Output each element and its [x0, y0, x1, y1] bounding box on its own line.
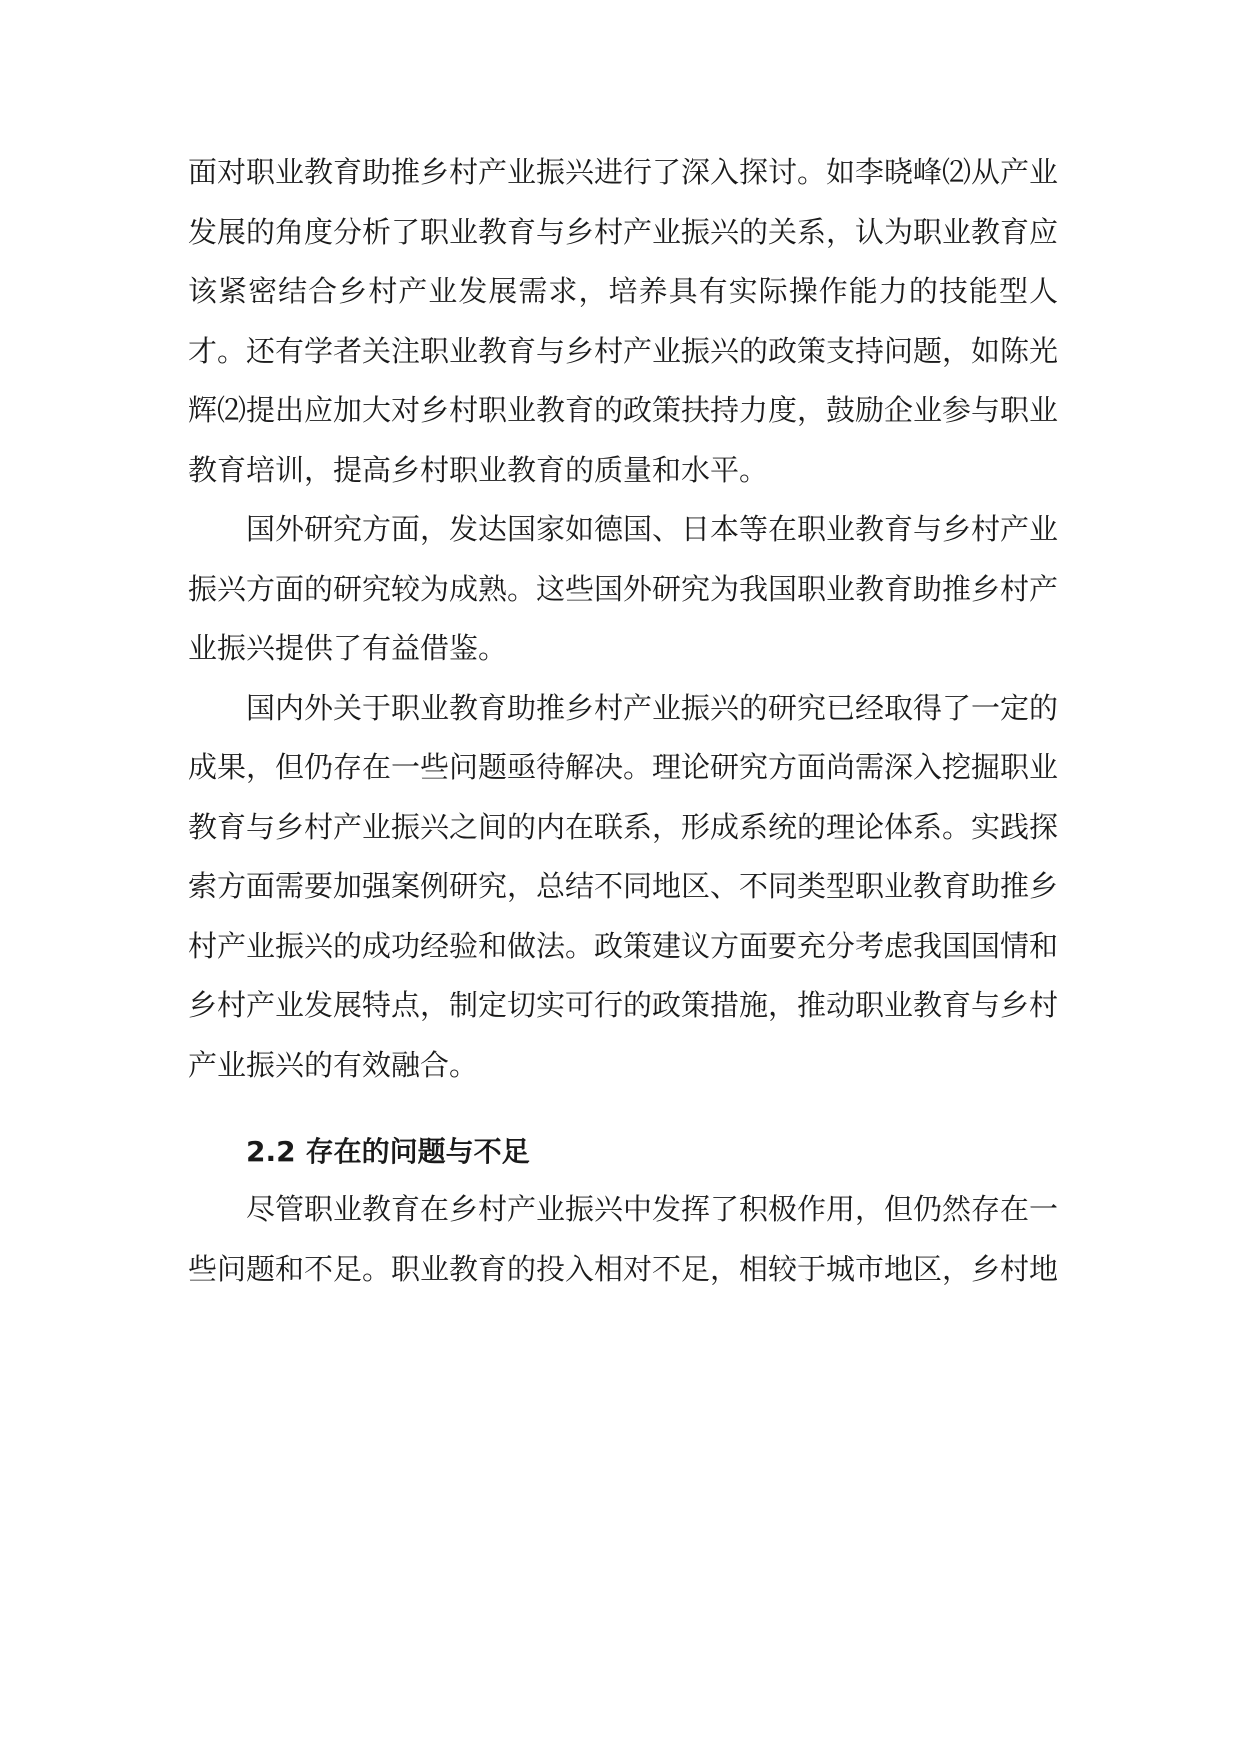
paragraph-foreign-research: 国外研究方面，发达国家如德国、日本等在职业教育与乡村产业振兴方面的研究较为成熟。这些国外研究为我国职业教育助推乡村产业振兴提供了有益借鉴。: [188, 512, 1059, 665]
paragraph-problems: 尽管职业教育在乡村产业振兴中发挥了积极作用，但仍然存在一些问题和不足。职业教育的投入相对不足，相较于城市地区，乡村地: [188, 1192, 1059, 1286]
section-heading: [188, 1124, 1058, 1180]
section-number: 2.2: [246, 1135, 296, 1168]
paragraph-research-summary: 国内外关于职业教育助推乡村产业振兴的研究已经取得了一定的成果，但仍存在一些问题亟待解决。理论研究方面尚需深入挖掘职业教育与乡村产业振兴之间的内在联系，形成系统的理论体系。实践探索方面需要加强案例研究，总结不同地区、不同类型职业教育助推乡村产业振兴的成功经验和做法。政策建议方面要充分考虑我国国情和乡村产业发展特点，制定切实可行的政策措施，推动职业教育与乡村产业振兴的有效融合。: [188, 690, 1059, 1082]
section-title: 存在的问题与不足: [305, 1135, 530, 1168]
document-body: [188, 143, 1058, 1299]
paragraph-continued: 面对职业教育助推乡村产业振兴进行了深入探讨。如李晓峰⑵从产业发展的角度分析了职业教育与乡村产业振兴的关系，认为职业教育应该紧密结合乡村产业发展需求，培养具有实际操作能力的技能型人才。还有学者关注职业教育与乡村产业振兴的政策支持问题，如陈光辉⑵提出应加大对乡村职业教育的政策扶持力度，鼓励企业参与职业教育培训，提高乡村职业教育的质量和水平。: [188, 155, 1059, 487]
